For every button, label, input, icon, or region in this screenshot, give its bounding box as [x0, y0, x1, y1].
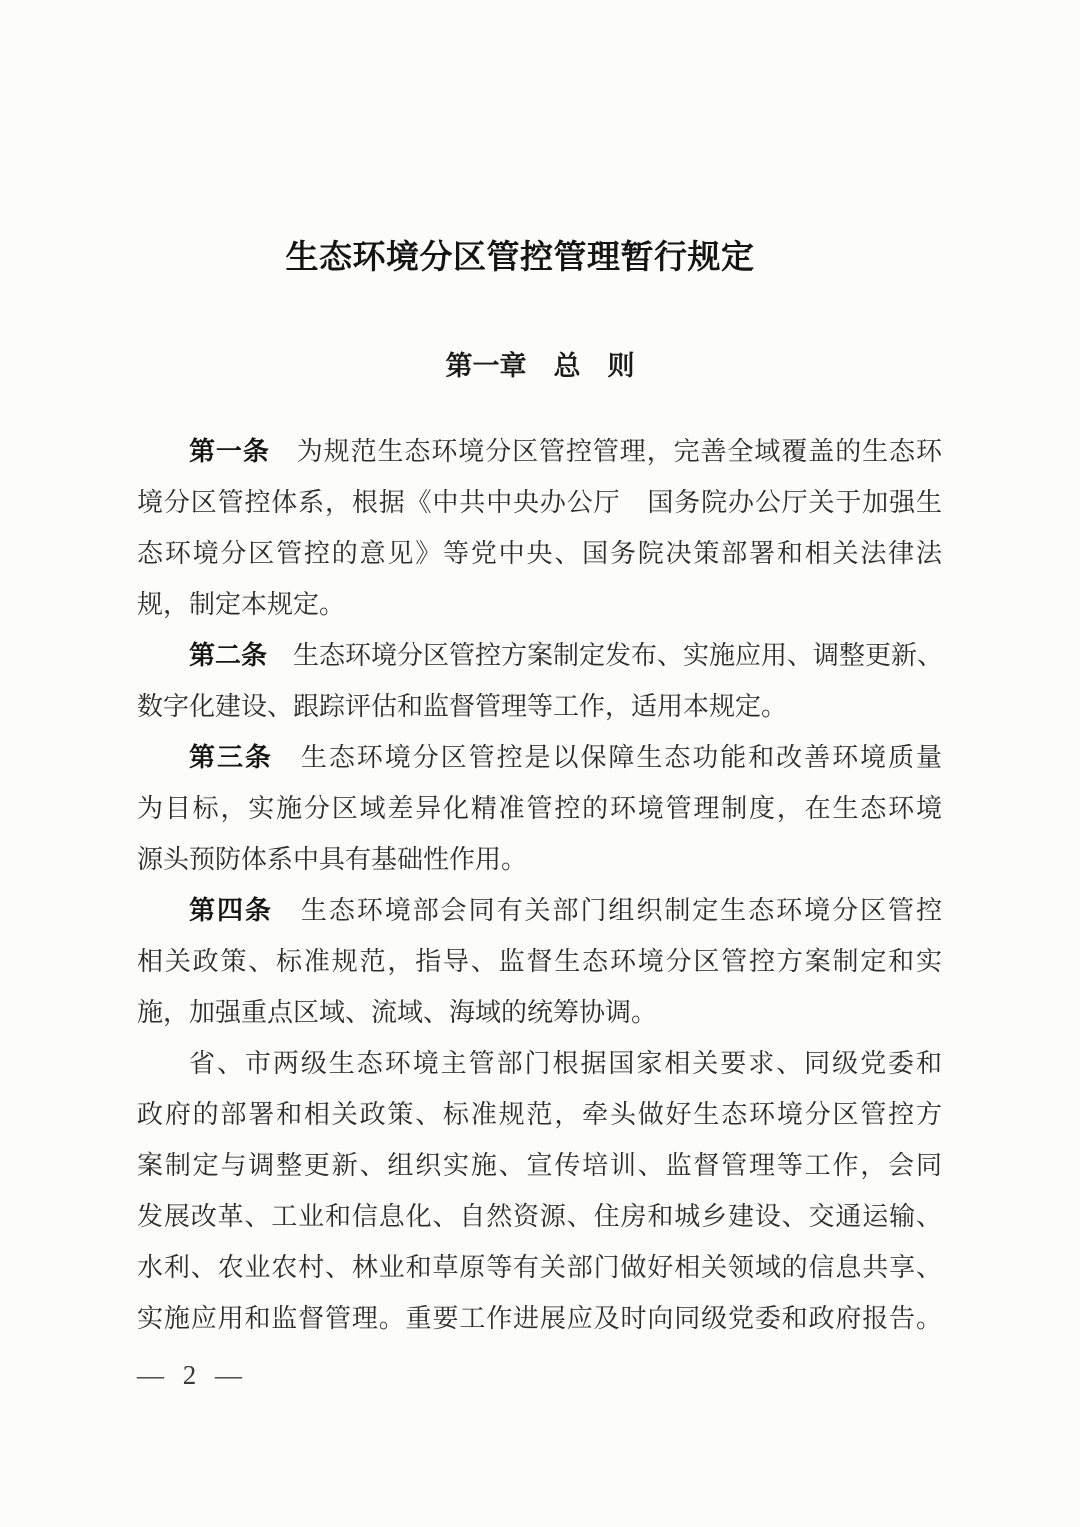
line-text: 发展改革、工业和信息化、自然资源、住房和城乡建设、交通运输、 — [137, 1202, 942, 1231]
text-line — [137, 1242, 942, 1293]
line-text: 案制定与调整更新、组织实施、宣传培训、监督管理等工作，会同 — [137, 1151, 942, 1180]
text-line — [137, 1089, 942, 1140]
text-line — [137, 987, 942, 1038]
text-line — [137, 528, 942, 579]
article-number-label: 第三条 — [189, 742, 273, 772]
line-text: 生态环境分区管控是以保障生态功能和改善环境质量 — [300, 743, 942, 772]
article-number-label: 第一条 — [189, 436, 270, 466]
line-text: 数字化建设、跟踪评估和监督管理等工作，适用本规定。 — [137, 692, 788, 721]
line-text: 政府的部署和相关政策、标准规范，牵头做好生态环境分区管控方 — [137, 1100, 942, 1129]
text-line — [137, 834, 942, 885]
text-line — [137, 681, 942, 732]
text-line — [137, 630, 942, 681]
line-text: 生态环境分区管控方案制定发布、实施应用、调整更新、 — [293, 641, 944, 670]
line-text: 规，制定本规定。 — [137, 590, 346, 619]
document-body — [137, 426, 942, 1344]
text-line — [137, 579, 942, 630]
document-title: 生态环境分区管控管理暂行规定 — [285, 240, 755, 276]
article-number-label: 第二条 — [189, 640, 268, 670]
text-line — [137, 477, 942, 528]
line-text: 相关政策、标准规范，指导、监督生态环境分区管控方案制定和实 — [137, 947, 942, 976]
line-text: 为规范生态环境分区管控管理，完善全域覆盖的生态环 — [296, 437, 942, 466]
line-text: 水利、农业农村、林业和草原等有关部门做好相关领域的信息共享、 — [137, 1253, 942, 1282]
text-line — [137, 1191, 942, 1242]
page-number: — 2 — — [137, 1360, 243, 1390]
line-text: 实施应用和监督管理。重要工作进展应及时向同级党委和政府报告。 — [137, 1304, 942, 1333]
text-line — [137, 783, 942, 834]
line-text: 境分区管控体系，根据《中共中央办公厅 国务院办公厅关于加强生 — [137, 488, 942, 517]
text-line — [137, 1293, 942, 1344]
line-text: 源头预防体系中具有基础性作用。 — [137, 845, 528, 874]
line-text: 施，加强重点区域、流域、海域的统筹协调。 — [137, 998, 658, 1027]
text-line — [137, 732, 942, 783]
text-line — [137, 426, 942, 477]
chapter-heading: 第一章 总 则 — [445, 351, 635, 381]
line-text: 态环境分区管控的意见》等党中央、国务院决策部署和相关法律法 — [137, 539, 942, 568]
line-text: 为目标，实施分区域差异化精准管控的环境管理制度，在生态环境 — [137, 794, 942, 823]
text-line — [137, 885, 942, 936]
line-text: 生态环境部会同有关部门组织制定生态环境分区管控 — [300, 896, 942, 925]
text-line — [137, 1038, 942, 1089]
text-line — [137, 1140, 942, 1191]
article-number-label: 第四条 — [189, 895, 273, 925]
text-line — [137, 936, 942, 987]
line-text: 省、市两级生态环境主管部门根据国家相关要求、同级党委和 — [189, 1049, 942, 1078]
